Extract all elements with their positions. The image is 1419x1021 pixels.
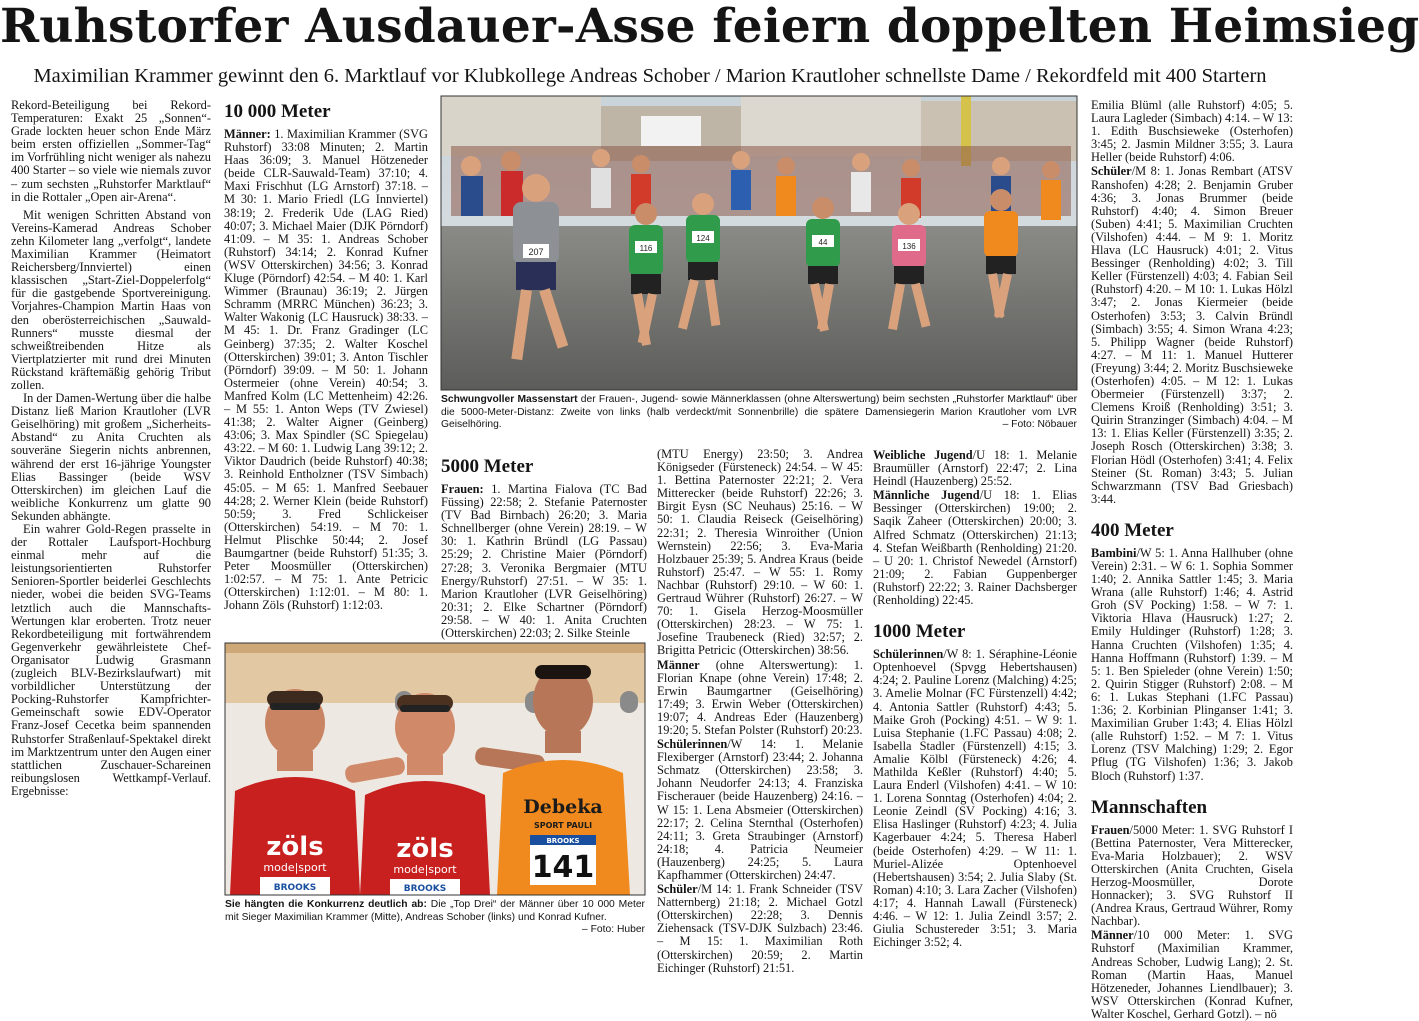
section-title-teams: Mannschaften (1091, 796, 1208, 818)
intro-paragraph-4: Ein wahrer Gold-Regen prasselte in der Rottaler Laufsport-Hochburg einmal mehr auf die leistungsorientierten Ruhstorfer Senioren-Sportler beiderlei Geschlechts nieder, wobei die beiden SVG-Teams letztlich auch die Mannschafts-Wertungen klar eroberten. Trotz neuer Rekordbeteiligung mit fortwährendem Gegenverkehr gewährleistete Chef-Organisator Ludwig Grasmann (zugleich BLV-Bezirkslaufwart) mit vorbildlicher Unterstützung der Pocking-Ruhstorfer Kampfrichter-Gemeinschaft sowie EDV-Operator Franz-Josef Cecetka beim spannenden Ruhstorfer Straßenlauf-Spektakel direkt im Marktzentrum unter den Augen einer stattlichen Zuschauer-Schareinen reibungslosen Wettkampf-Verlauf. Ergebnisse: (11, 522, 211, 798)
results-5000-boys (657, 883, 863, 975)
results-1000-boys-text: /M 8: 1. Jonas Rembart (ATSV Ranshofen) 4:28; 2. Benjamin Gruber 4:36; 3. Jonas Brummer (beide Ruhstorf) 4:40; 4. Simon Breuer (Suben) 4:41; 5. Maximilian Cruchten (Vilshofen) 4:44. – M 9: 1. Moritz Hlava (LC Hausruck) 4:01; 2. Vitus Bessinger (Renholding) 4:02; 3. Till Keller (Fürstenzell) 4:03; 4. Fabian Seil (Ruhstorf) 4:20. – M 10: 1. Lukas Hölzl 3:47; 2. Jonas Kiermeier (beide Osterhofen) 3:53; 3. Calvin Bründl (Simbach) 3:55; 4. Simon Wrana 4:23; 5. Philipp Wagner (beide Ruhstorf) 4:27. – M 11: 1. Manuel Hutterer (Freyung) 3:44; 2. Moritz Buschsieweke (Osterhofen) 4:05. – M 12: 1. Lukas Obermeier (Fürstenzell) 3:37; 2. Clemens Kroiß (Renholding) 3:51; 3. Quirin Stranzinger (Simbach) 4:04. – M 13: 1. Elias Keller (Fürstenzell) 3:35; 2. Joseph Rosch (Otterskirchen) 3:38; 3. Florian Hödl (Osterhofen) 3:41; 4. Felix Steiner (St. Roman) 3:43; 5. Julian Schwarzmann (TSV Bad Griesbach) 3:44. (1091, 164, 1293, 506)
results-1000-girls-lead: Schülerinnen (873, 647, 944, 662)
results-5000-boys-text: /M 14: 1. Frank Schneider (TSV Natternberg) 21:18; 2. Michael Gotzl (Otterskirchen) 22:28; 3. Dennis Ziehensack (TSV-DJK Sulzbach) 23:46. – M 15: 1. Maximilian Roth (Otterskirchen) 20:59; 2. Martin Eichinger (Ruhstorf) 21:51. (657, 882, 863, 975)
results-5000-girls-text: /W 14: 1. Melanie Flexiberger (Arnstorf) 23:44; 2. Johanna Schmatz (Otterskirchen) 23:58; 3. Johann Neudorfer 24:13; 4. Franziska Fischerauer (beide Hauzenberg) 24:16. – W 15: 1. Lena Absmeier (Otterskirchen) 22:17; 2. Celina Sternthal (Osterhofen) 24:11; 3. Greta Straubinger (Arnstorf) 24:18; 4. Patricia Neumeier (Hauzenberg) 24:25; 5. Laura Kapfhammer (Otterskirchen) 24:47. (657, 737, 863, 882)
bib-brand-left: BROOKS (273, 883, 317, 893)
bib-brand-middle: BROOKS (403, 884, 447, 894)
results-teams-men (1091, 929, 1293, 1021)
top-three-photo (225, 643, 645, 895)
results-1000-column (873, 448, 1078, 950)
results-1000-girls-continued: Emilia Blüml (alle Ruhstorf) 4:05; 5. Laura Lagleder (Simbach) 4:14. – W 13: 1. Edith Buschsieweke (Osterhofen) 3:45; 2. Jasmin Mildner 3:55; 3. Laura Heller (beide Ruhstorf) 4:06. (1091, 98, 1293, 165)
bib-number-right: 141 (531, 850, 595, 885)
results-5000-male-youth (873, 489, 1077, 607)
top-three-image (225, 643, 645, 895)
results-teams-men-lead: Männer (1091, 928, 1134, 943)
results-teams-women-text: /5000 Meter: 1. SVG Ruhstorf I (Bettina Paternoster, Vera Mitterecker, Eva-Maria Holzbauer); 2. WSV Otterskirchen (Anita Cruchten, Gisela Herzog-Moosmüller, Dorote Honnacker); 3. SVG Ruhstorf II (Andrea Kraus, Gertraud Wührer, Romy Nachbar). (1091, 822, 1293, 929)
results-1000-girls-text: /W 8: 1. Séraphine-Léonie Optenhoevel (Spvgg Hebertshausen) 4:24; 2. Pauline Lorenz (Malching) 4:25; 3. Amelie Molnar (FC Fürstenzell) 4:42; 4. Antonia Sattler (Ruhstorf) 4:43; 5. Maike Groh (Pocking) 4:51. – W 9: 1. Luisa Stephanie (1.FC Passau) 4:08; 2. Isabella Stadler (Fürstenzell) 4:15; 3. Amalie Kölbl (Fürsteneck) 4:26; 4. Mathilda Keßler (Ruhstorf) 4:40; 5. Laura Enderl (Vilshofen) 4:41. – W 10: 1. Lorena Sonntag (Osterhofen) 4:04; 2. Leonie Zeindl (SV Pocking) 4:16; 3. Elisa Haslinger (Ruhstorf) 4:23; 4. Julia Kagerbauer 4:24; 5. Theresa Haberl (beide Osterhofen) 4:29. – W 11: 1. Muriel-Alizée Optenhoevel (Hebertshausen) 3:54; 2. Julia Slaby (St. Roman) 4:10; 3. Lara Zacher (Vilshofen) 4:17; 4. Hannah Lawall (Fürsteneck) 4:46. – W 12: 1. Julia Zeindl 3:57; 2. Giulia Schustereder 3:51; 3. Maria Eichinger 3:52; 4. (873, 647, 1077, 950)
section-title-1000: 1000 Meter (873, 621, 966, 643)
intro-paragraph-3: In der Damen-Wertung über die halbe Distanz ließ Marion Krautloher (LVR Geiselhöring) mit großem „Sicherheits-Abstand“ zu Anita Cruchten als souveräne Siegerin nichts anbrennen, während der erst 16-jährige Youngster Elias Bassinger (beide WSV Otterskirchen) im gleichen Lauf die weibliche Konkurrenz um glatte 90 Sekunden abhängte. (11, 391, 211, 523)
intro-column (11, 99, 211, 939)
mass-start-caption (441, 394, 1077, 436)
results-10000-men (224, 128, 428, 612)
results-10000-column (224, 101, 428, 631)
results-5000-column (441, 456, 647, 641)
results-teams-men-text: /10 000 Meter: 1. SVG Ruhstorf (Maximilian Krammer, Andreas Schober, Ludwig Lang); 2. St. Roman (Martin Haas, Manuel Hötzeneder, Johannes Liendlbauer); 3. WSV Otterskirchen (Konrad Kufner, Walter Koschel, Gerhard Gotzl). – nö (1091, 928, 1293, 1021)
top-three-photo-credit: – Foto: Huber (582, 924, 645, 936)
results-5000-female-youth (873, 449, 1077, 488)
results-5000-girls-lead: Schülerinnen (657, 737, 728, 752)
results-400-bambini (1091, 547, 1293, 783)
shirt-sub-middle: mode|sport (393, 863, 457, 876)
article-headline: Ruhstorfer Ausdauer-Asse feiern doppelten Heimsieg (0, 0, 1419, 54)
bib-number: 44 (818, 238, 828, 247)
results-400-lead: Bambini (1091, 545, 1137, 560)
mass-start-image (441, 96, 1077, 390)
bib-number: 116 (639, 244, 653, 253)
section-title-10000: 10 000 Meter (224, 101, 331, 122)
results-5000-men (657, 659, 863, 738)
shirt-logo-middle: zöls (396, 834, 454, 864)
shirt-sub-right: SPORT PAULI (533, 821, 593, 830)
results-5000-women (441, 483, 647, 640)
results-1000-girls (873, 648, 1077, 949)
results-400-text: /W 5: 1. Anna Hallhuber (ohne Verein) 2:31. – W 6: 1. Sophia Sommer 1:40; 2. Annika Sattler 1:45; 3. Maria Wrana (alle Ruhstorf) 1:46; 4. Astrid Groh (SV Pocking) 1:58. – W 7: 1. Viktoria Hlava (Hausruck) 1:27; 2. Emily Huldinger (Ruhstorf) 1:28; 3. Hanna Cruchten (Vilshofen) 1:35; 4. Hanna Hoffmann (Ruhstorf) 1:39. – M 5: 1. Ben Spieleder (ohne Verein) 1:50; 2. Quirin Stigger (Ruhstorf) 2:08. – M 6: 1. Lukas Stephani (1.FC Passau) 1:36; 2. Korbinian Plinganser 1:41; 3. Maximilian Gruber 1:43; 4. Elias Hölzl (alle Ruhstorf) 1:52. – M 7: 1. Vitus Lorenz (TSV Malching) 1:29; 2. Egor Pflug (TG Vilshofen) 1:36; 3. Jakob Bloch (Ruhstorf) 1:37. (1091, 545, 1293, 783)
results-right-column (1091, 98, 1293, 1021)
results-5000-women-continued: (MTU Energy) 23:50; 3. Andrea Königseder (Fürsteneck) 24:54. – W 45: 1. Bettina Paternoster 22:21; 2. Vera Mitterecker (beide Ruhstorf) 22:26; 3. Birgit Eysn (SC Neuhaus) 25:16. – W 50: 1. Claudia Reiseck (Geiselhöring) 22:31; 2. Theresia Winroither (Union Wernstein) 22:56; 3. Eva-Maria Holzbauer 25:39; 5. Andrea Kraus (beide Ruhstorf) 25:47. – W 55: 1. Romy Nachbar (Ruhstorf) 29:10. – W 60: 1. Gertraud Wührer (Ruhstorf) 26:27. – W 70: 1. Gisela Herzog-Moosmüller (Otterskirchen) 28:23. – W 75: 1. Josefine Traubeneck (Ried) 32:57; 2. Brigitta Petricic (Otterskirchen) 38:56. (657, 447, 863, 658)
results-10000-text: 1. Maximilian Krammer (SVG Ruhstorf) 33:08 Minuten; 2. Martin Haas 36:09; 3. Manuel Hötzeneder (beide CLR-Sauwald-Team) 37:10; 4. Maxi Frischhut (LG Arnstorf) 37:18. – M 30: 1. Mario Friedl (LG Innviertel) 38:19; 2. Frederik Ude (LAG Ried) 40:07; 3. Michael Maier (DJK Pörndorf) 41:09. – M 35: 1. Andreas Schober (Ruhstorf) 34:14; 2. Konrad Kufner (WSV Otterskirchen) 34:56; 3. Konrad Kluge (Pörndorf) 42:54. – M 40: 1. Karl Wimmer (Braunau) 36:19; 2. Jürgen Schramm (MRRC München) 36:23; 3. Walter Wakonig (LC Hausruck) 38:33. – M 45: 1. Dr. Franz Gradinger (LC Geinberg) 37:35; 2. Walter Koschel (Otterskirchen) 39:01; 3. Anton Tischler (Pörndorf) 39:09. – M 50: 1. Johann Ostermeier (ohne Verein) 40:54; 3. Manfred Kolm (LC Mettenheim) 42:26. – M 55: 1. Anton Weps (TV Zwiesel) 41:38; 2. Walter Aigner (Geinberg) 43:06; 3. Max Spindler (SC Spiegelau) 43:22. – M 60: 1. Ludwig Lang 39:12; 2. Viktor Daudrich (beide Ruhstorf) 40:38; 3. Reinhold Entholzner (TSV Simbach) 45:05. – M 65: 1. Manfred Seebauer 44:28; 2. Werner Klein (beide Ruhstorf) 50:59; 3. Fred Schlickeiser (Otterskirchen) 54:19. – M 70: 1. Helmut Plischke 50:44; 2. Josef Baumgartner (beide Ruhstorf) 51:35; 3. Peter Moosmüller (Otterskirchen) 1:02:57. – M 75: 1. Ante Petricic (Otterskirchen) 1:12:01. – M 80: 1. Johann Zöls (Ruhstorf) 1:12:03. (224, 127, 428, 613)
results-5000-female-youth-text: /U 18: 1. Melanie Braumüller (Arnstorf) 22:47; 2. Lina Heindl (Hauzenberg) 25:52. (873, 448, 1078, 489)
bib-number: 124 (696, 234, 710, 243)
results-5000-male-youth-lead: Männliche Jugend (873, 488, 980, 503)
mass-start-photo-credit: – Foto: Nöbauer (1002, 419, 1077, 431)
results-1000-boys (1091, 165, 1293, 505)
results-5000-men-text: (ohne Alterswertung): 1. Florian Knape (ohne Verein) 17:48; 2. Erwin Baumgartner (Geiselhöring) 17:49; 3. Erwin Weber (Otterskirchen) 19:07; 4. Andreas Eder (Hauzenberg) 19:20; 5. Stefan Polster (Ruhstorf) 20:23. (657, 657, 863, 737)
mass-start-photo (441, 96, 1077, 390)
mass-start-caption-text: der Frauen-, Jugend- sowie Männerklassen (ohne Alterswertung) beim sechsten „Ruhstorfer Marktlauf“ über die 5000-Meter-Distanz: Zweite von links (halb verdeckt/mit Sonnenbrille) die spätere Damensiegerin Marion Krautloher vom LVR Geiselhöring. (441, 394, 1077, 431)
results-5000-girls (657, 738, 863, 882)
intro-paragraph-1: Rekord-Beteiligung bei Rekord-Temperaturen: Exakt 25 „Sonnen“-Grade lockten heuer schon Ende März beim ersten offiziellen „Sommer-Tag“ im Vorfrühling nicht weniger als nahezu 400 Starter – so viele wie niemals zuvor – zum sechsten „Ruhstorfer Marktlauf“ in die Rottaler „Open air-Arena“. (11, 98, 211, 204)
results-5000-boys-lead: Schüler (657, 882, 698, 897)
results-5000-lead: Frauen: (441, 482, 484, 496)
bib-number: 207 (528, 247, 544, 257)
results-5000-male-youth-text: /U 18: 1. Elias Bessinger (Otterskirchen) 19:00; 2. Saqik Zaheer (Otterskirchen) 20:00; 3. Alfred Schmatz (Otterskirchen) 21:13; 4. Stefan Weißbarth (Renholding) 21:20. – U 20: 1. Christof Newedel (Arnstorf) 21:09; 2. Fabian Guppenberger (Ruhstorf) 22:22; 3. Rainer Dachsberger (Renholding) 22:45. (873, 488, 1077, 608)
shirt-logo-left: zöls (266, 832, 324, 862)
results-5000-men-lead: Männer (657, 657, 700, 672)
results-1000-boys-lead: Schüler (1091, 164, 1132, 179)
results-teams-women-lead: Frauen (1091, 822, 1130, 837)
top-three-caption-text: Die „Top Drei“ der Männer über 10 000 Meter mit Sieger Maximilian Krammer (Mitte), Andreas Schober (links) und Konrad Kufner. (225, 899, 645, 923)
shirt-sub-left: mode|sport (263, 861, 327, 874)
results-10000-lead: Männer: (224, 127, 271, 141)
results-teams-women (1091, 824, 1293, 929)
bib-brand-right: BROOKS (546, 837, 580, 845)
section-title-5000: 5000 Meter (441, 456, 534, 477)
results-5000-continued-column (657, 447, 863, 975)
bib-number: 136 (902, 242, 916, 251)
shirt-sponsor-right: Debeka (523, 796, 603, 818)
section-title-400: 400 Meter (1091, 519, 1174, 541)
results-5000-text: 1. Martina Fialova (TC Bad Füssing) 22:58; 2. Stefanie Paternoster (TV Bad Birnbach) 26:20; 3. Maria Schnellberger (ohne Verein) 28:19. – W 30: 1. Kathrin Bründl (LG Passau) 25:29; 2. Christine Maier (Pörndorf) 27:28; 3. Veronika Bergmaier (MTU Energy/Ruhstorf) 27:51. – W 35: 1. Marion Krautloher (LVR Geiselhöring) 20:31; 2. Elke Schartner (Pörndorf) 29:58. – W 40: 1. Anita Cruchten (Otterskirchen) 22:03; 2. Silke Steinle (441, 482, 647, 641)
intro-paragraph-2: Mit wenigen Schritten Abstand von Vereins-Kamerad Andreas Schober zehn Kilometer lang „verfolgt“, landete Maximilian Krammer (Heimatort Reichersberg/Innviertel) einen klassischen „Start-Ziel-Doppelerfolg“ für die gastgebende Sportvereinigung. Vorjahres-Champion Martin Haas von den oberösterreichischen „Sauwald-Runners“ musste diesmal der schweißtreibenden Hitze als Viertplatzierter mit rund drei Minuten Rückstand kräftemäßig gehörig Tribut zollen. (11, 207, 211, 392)
article-subheadline: Maximilian Krammer gewinnt den 6. Marktlauf vor Klubkollege Andreas Schober / Marion Krautloher schnellste Dame / Rekordfeld mit 400 Startern (33, 65, 1267, 87)
top-three-caption (225, 899, 645, 941)
top-three-caption-lead: Sie hängten die Konkurrenz deutlich ab: (225, 899, 427, 910)
mass-start-caption-lead: Schwungvoller Massenstart (441, 394, 578, 405)
results-5000-female-youth-lead: Weibliche Jugend (873, 448, 973, 462)
